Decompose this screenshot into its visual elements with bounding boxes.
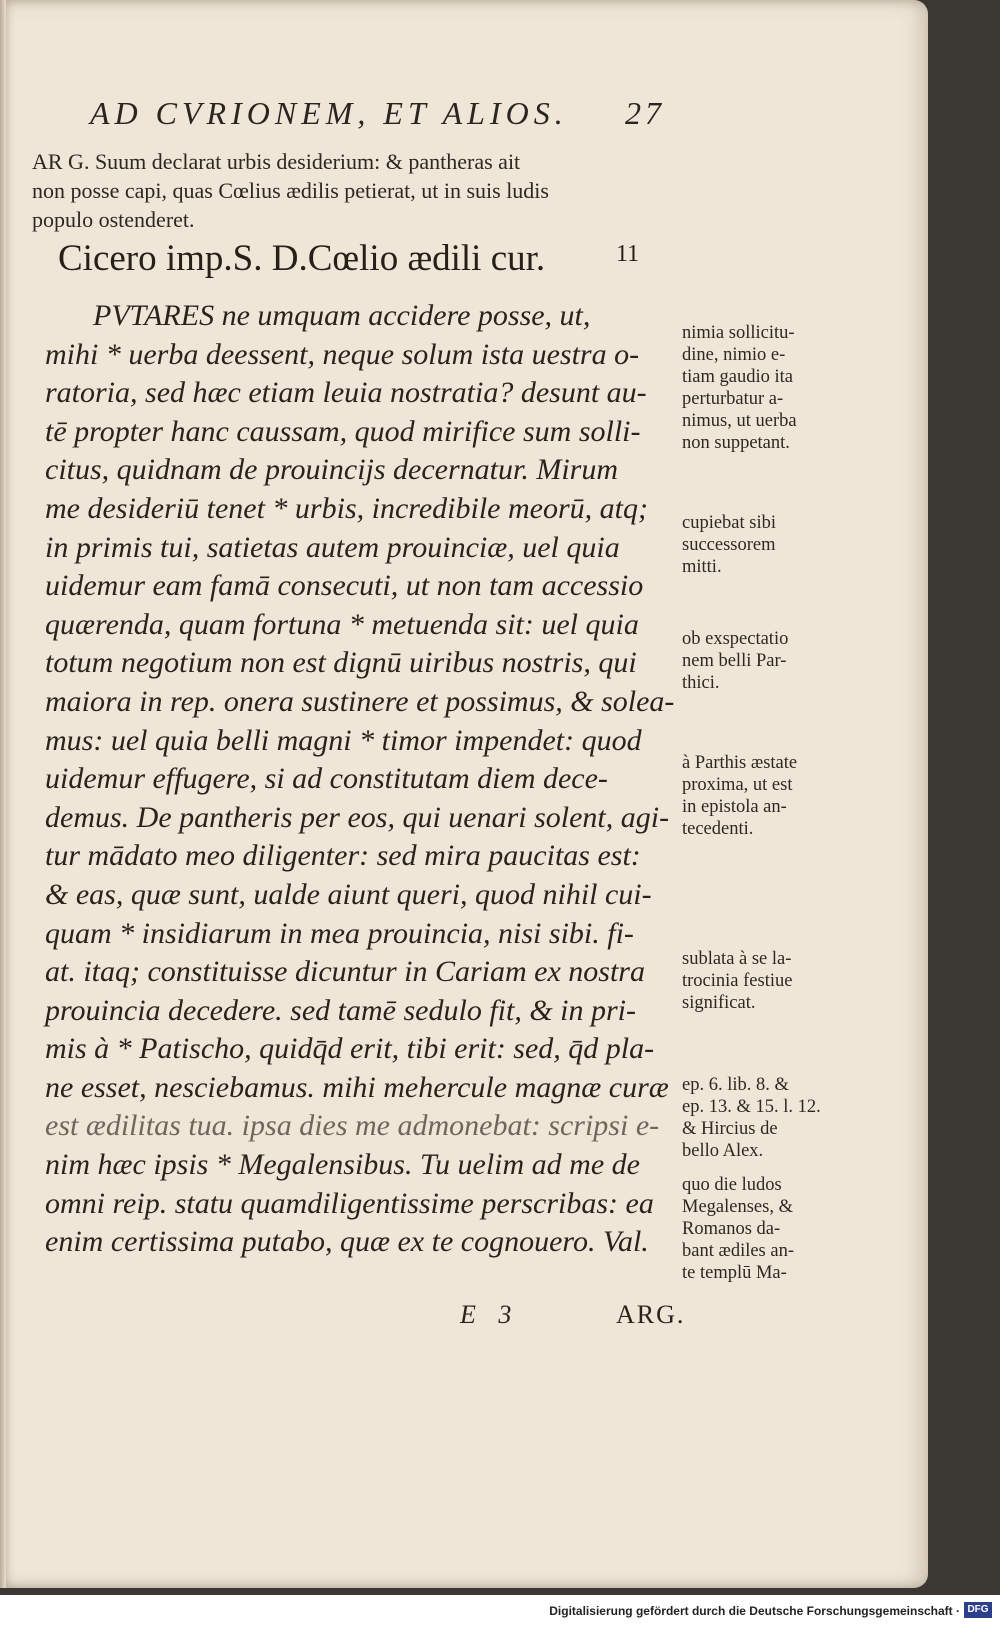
footer-credit: Digitalisierung gefördert durch die Deutsche Forschungsgemeinschaft · (549, 1604, 960, 1618)
note-line: significat. (682, 993, 756, 1013)
body-line: mis à * Patischo, quidq̄d erit, tibi erit: sed, q̄d pla- (45, 1032, 655, 1066)
body-line: ne esset, nesciebamus. mihi mehercule magnæ curæ (45, 1070, 669, 1104)
note-line: Megalenses, & (682, 1197, 793, 1217)
margin-note (682, 1174, 862, 1284)
note-line: dine, nimio e- (682, 345, 786, 365)
note-line: thici. (682, 673, 720, 693)
letter-body (45, 297, 685, 1262)
body-line: est ædilitas tua. ipsa dies me admonebat: scripsi e- (45, 1109, 660, 1143)
body-line: uidemur effugere, si ad constitutam diem dece- (45, 762, 608, 796)
note-line: quo die ludos (682, 1175, 782, 1195)
note-line: te templū Ma- (682, 1263, 787, 1283)
note-line: ep. 13. & 15. l. 12. (682, 1097, 821, 1117)
note-line: successorem (682, 535, 776, 555)
running-head (90, 95, 670, 132)
body-line: tur mādato meo diligenter: sed mira paucitas est: (45, 839, 641, 873)
note-line: trocinia festiue (682, 971, 793, 991)
body-line: demus. De pantheris per eos, qui uenari solent, agi- (45, 800, 670, 834)
letter-heading-text: Cicero imp.S. D.Cœlio ædili cur. (58, 238, 546, 279)
body-line: tē propter hanc caussam, quod mirifice sum solli- (45, 414, 641, 448)
body-line: uidemur eam famā consecuti, ut non tam accessio (45, 569, 644, 603)
body-line: maiora in rep. onera sustinere et possimus, & solea- (45, 684, 675, 718)
argument-line: populo ostenderet. (32, 207, 195, 232)
body-line: mus: uel quia belli magni * timor impendet: quod (45, 723, 642, 757)
body-line: omni reip. statu quamdiligentissime perscribas: ea (45, 1186, 654, 1220)
catchword: ARG. (616, 1300, 686, 1329)
note-line: in epistola an- (682, 797, 787, 817)
note-line: perturbatur a- (682, 389, 784, 409)
running-head-title: AD CVRIONEM, ET ALIOS. (90, 95, 568, 131)
note-line: ep. 6. lib. 8. & (682, 1075, 789, 1095)
body-line: me desideriū tenet * urbis, incredibile meorū, atq; (45, 491, 648, 525)
body-line: quam * insidiarum in mea prouincia, nisi sibi. fi- (45, 916, 634, 950)
margin-note (682, 752, 862, 840)
note-line: & Hircius de (682, 1119, 778, 1139)
note-line: tecedenti. (682, 819, 754, 839)
body-line: mihi * uerba deessent, neque solum ista uestra o- (45, 337, 640, 371)
note-line: sublata à se la- (682, 949, 792, 969)
margin-note (682, 948, 862, 1014)
body-line: totum negotium non est dignū uiribus nostris, qui (45, 646, 637, 680)
margin-note (682, 322, 862, 454)
page-number: 27 (625, 95, 665, 131)
letter-heading (58, 237, 698, 280)
argument-line: non posse capi, quas Cœlius ædilis petierat, ut in suis ludis (32, 178, 549, 203)
argument-line: AR G. Suum declarat urbis desiderium: & pantheras ait (32, 149, 521, 174)
body-line: quærenda, quam fortuna * metuenda sit: uel quia (45, 607, 639, 641)
note-line: nem belli Par- (682, 651, 787, 671)
body-line: citus, quidnam de prouincijs decernatur. Mirum (45, 453, 619, 487)
body-line: at. itaq; constituisse dicuntur in Cariam ex nostra (45, 955, 645, 989)
note-line: bant ædiles an- (682, 1241, 795, 1261)
note-line: tiam gaudio ita (682, 367, 793, 387)
note-line: proxima, ut est (682, 775, 793, 795)
letter-number: 11 (616, 241, 640, 267)
margin-note (682, 628, 862, 694)
margin-note (682, 512, 862, 578)
note-line: Romanos da- (682, 1219, 781, 1239)
argument-block (32, 147, 682, 234)
body-line: enim certissima putabo, quæ ex te cognouero. Val. (45, 1225, 649, 1259)
body-line: ratoria, sed hæc etiam leuia nostratia? desunt au- (45, 376, 647, 410)
page-gutter (0, 0, 6, 1588)
body-line: & eas, quæ sunt, ualde aiunt queri, quod nihil cui- (45, 877, 652, 911)
note-line: non suppetant. (682, 433, 790, 453)
body-line: prouincia decedere. sed tamē sedulo fit, & in pri- (45, 993, 636, 1027)
note-line: mitti. (682, 557, 722, 577)
margin-note (682, 1074, 862, 1162)
note-line: bello Alex. (682, 1141, 764, 1161)
note-line: ob exspectatio (682, 629, 789, 649)
note-line: nimus, ut uerba (682, 411, 797, 431)
footer-bar (0, 1595, 1000, 1627)
body-line: in primis tui, satietas autem prouinciæ, uel quia (45, 530, 620, 564)
note-line: nimia sollicitu- (682, 323, 795, 343)
body-line: PVTARES ne umquam accidere posse, ut, (93, 299, 591, 332)
note-line: cupiebat sibi (682, 513, 777, 533)
body-line: nim hæc ipsis * Megalensibus. Tu uelim ad me de (45, 1148, 640, 1182)
note-line: à Parthis æstate (682, 753, 798, 773)
dfg-logo-icon: DFG (964, 1602, 992, 1618)
signature-mark: E 3 (460, 1300, 520, 1329)
